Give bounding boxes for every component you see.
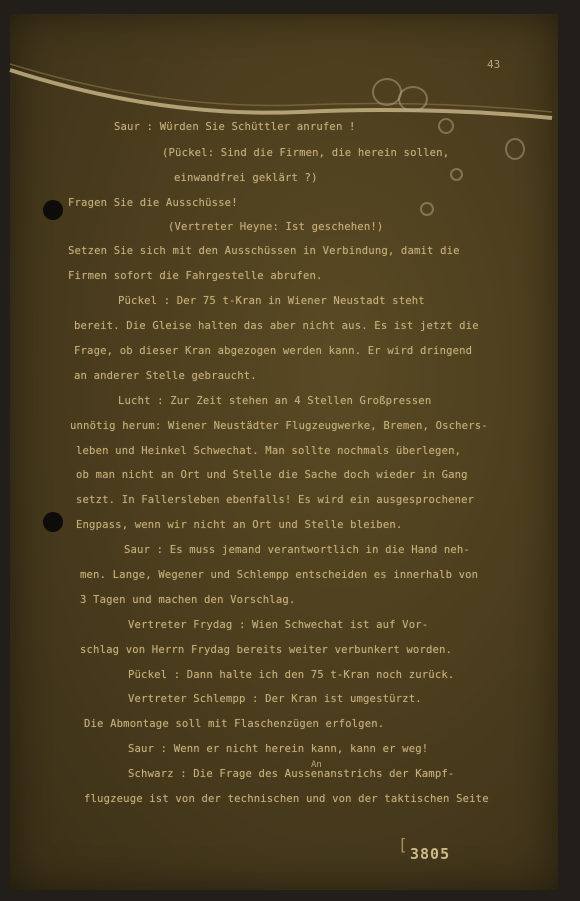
bubble-mark [438, 118, 454, 134]
text-line: (Pückel: Sind die Firmen, die herein sollen, [162, 147, 450, 159]
text-line: Saur : Wenn er nicht herein kann, kann er weg! [128, 743, 429, 755]
text-line: Firmen sofort die Fahrgestelle abrufen. [68, 270, 323, 282]
text-line: (Vertreter Heyne: Ist geschehen!) [168, 221, 384, 233]
bubble-mark [398, 86, 428, 112]
text-line: Schwarz : Die Frage des Aussenanstrichs der Kampf- [128, 768, 455, 780]
bubble-mark [420, 202, 434, 216]
text-line: bereit. Die Gleise halten das aber nicht aus. Es ist jetzt die [74, 320, 479, 332]
text-line: schlag von Herrn Frydag bereits weiter verbunkert worden. [80, 644, 453, 656]
archive-stamp-number: 3805 [410, 845, 451, 863]
text-line: Pückel : Dann halte ich den 75 t-Kran noch zurück. [128, 669, 455, 681]
bubble-mark [450, 168, 463, 181]
text-line: Setzen Sie sich mit den Ausschüssen in Verbindung, damit die [68, 245, 460, 257]
text-line: Pückel : Der 75 t-Kran in Wiener Neustadt steht [118, 295, 425, 307]
page-number: 43 [487, 58, 501, 71]
text-line: Saur : Würden Sie Schüttler anrufen ! [114, 121, 356, 133]
text-line: men. Lange, Wegener und Schlempp entscheiden es innerhalb von [80, 569, 479, 581]
text-line: flugzeuge ist von der technischen und von der taktischen Seite [84, 793, 489, 805]
handwritten-insert: An [311, 760, 322, 770]
text-line: Engpass, wenn wir nicht an Ort und Stelle bleiben. [76, 519, 403, 531]
text-line: Vertreter Frydag : Wien Schwechat ist auf Vor- [128, 619, 429, 631]
text-line: Saur : Es muss jemand verantwortlich in die Hand neh- [124, 544, 470, 556]
text-line: Frage, ob dieser Kran abgezogen werden kann. Er wird dringend [74, 345, 473, 357]
text-line: ob man nicht an Ort und Stelle die Sache doch wieder in Gang [76, 469, 468, 481]
text-line: Lucht : Zur Zeit stehen an 4 Stellen Großpressen [118, 395, 432, 407]
text-line: an anderer Stelle gebraucht. [74, 370, 257, 382]
bubble-mark [505, 138, 525, 160]
stamp-bracket: [ [398, 835, 408, 854]
text-line: unnötig herum: Wiener Neustädter Flugzeugwerke, Bremen, Oschers- [70, 420, 488, 432]
text-line: Vertreter Schlempp : Der Kran ist umgestürzt. [128, 693, 422, 705]
punch-hole-bottom [43, 512, 63, 532]
text-line: einwandfrei geklärt ?) [174, 172, 318, 184]
text-line: 3 Tagen und machen den Vorschlag. [80, 594, 296, 606]
punch-hole-top [43, 200, 63, 220]
text-line: Die Abmontage soll mit Flaschenzügen erfolgen. [84, 718, 385, 730]
text-line: setzt. In Fallersleben ebenfalls! Es wird ein ausgesprochener [76, 494, 475, 506]
text-line: leben und Heinkel Schwechat. Man sollte nochmals überlegen, [76, 445, 462, 457]
text-line: Fragen Sie die Ausschüsse! [68, 197, 238, 209]
